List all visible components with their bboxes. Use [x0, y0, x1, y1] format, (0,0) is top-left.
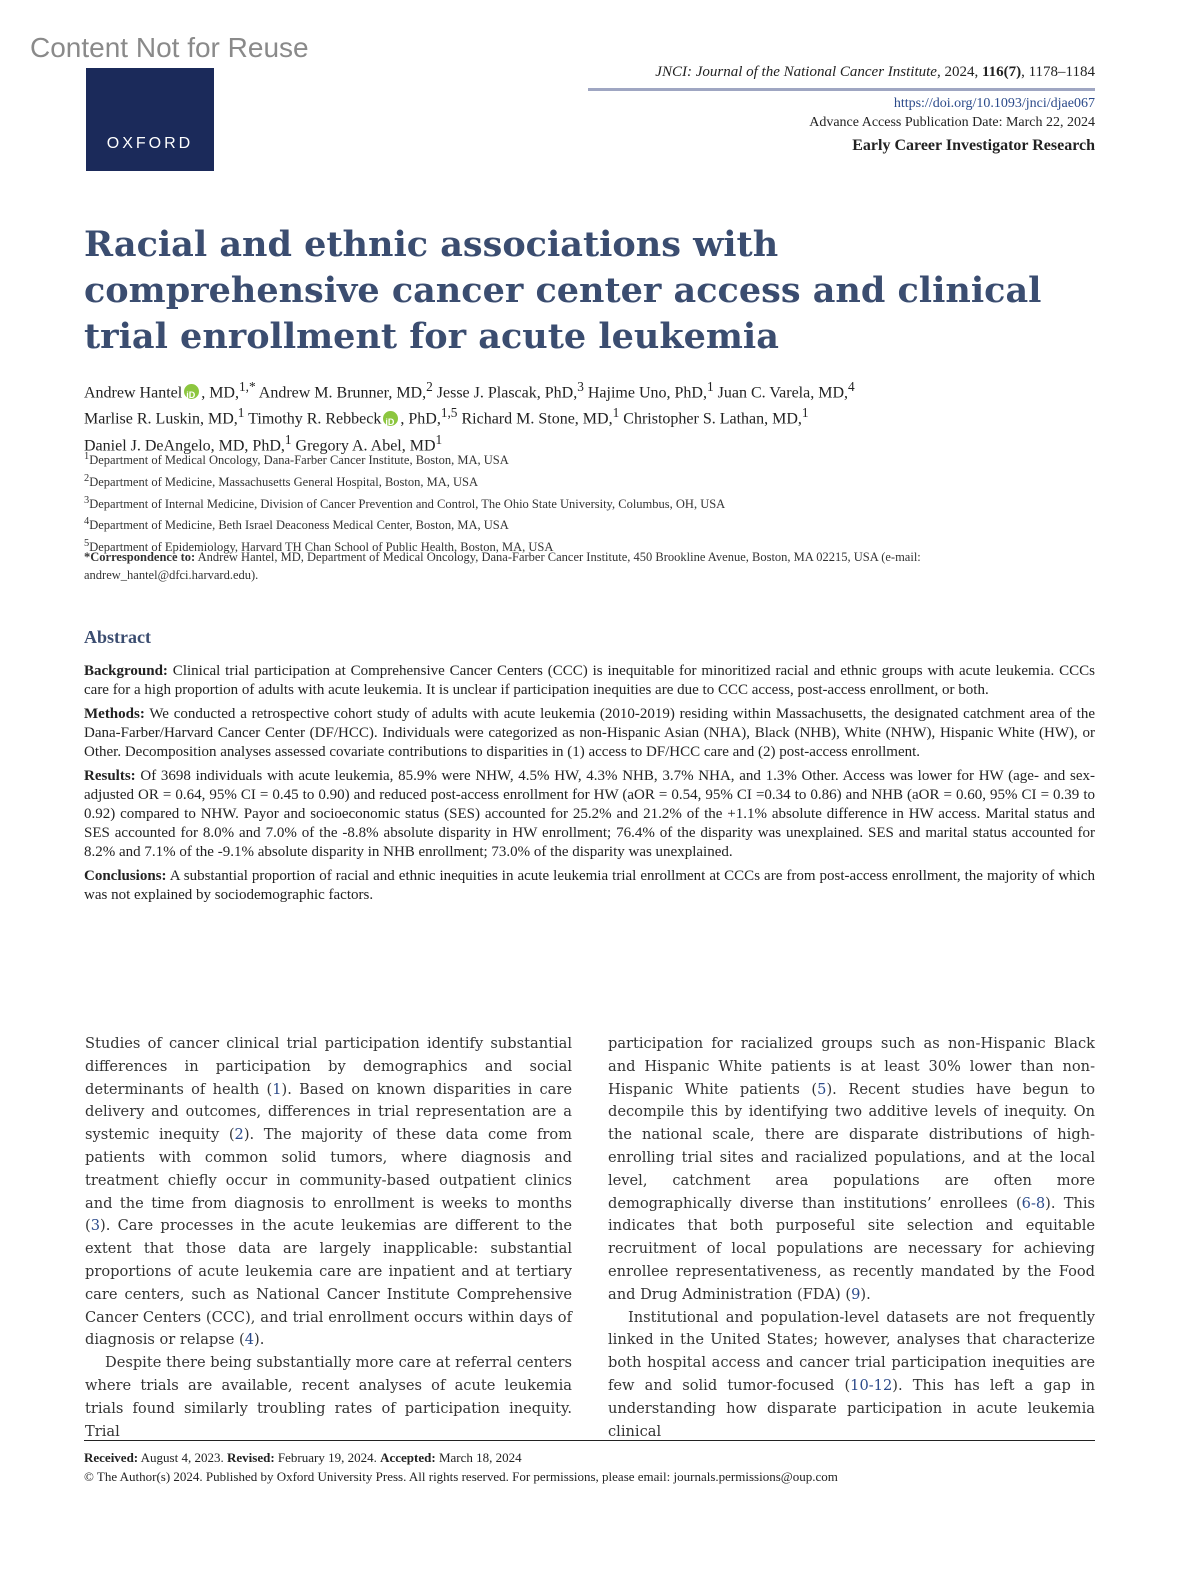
affiliation-item [84, 513, 1104, 535]
author-name: Andrew M. Brunner, MD, [255, 384, 427, 402]
journal-citation [655, 64, 1095, 81]
reference-link[interactable]: 6-8 [1021, 1194, 1046, 1212]
author-list [84, 377, 1104, 456]
reference-link[interactable]: 4 [244, 1331, 255, 1349]
reference-link[interactable]: 1 [272, 1080, 282, 1098]
section-text: A substantial proportion of racial and ethnic inequities in acute leukemia trial enrollment at CCCs are from post-access enrollment, the majority of which was not explained by sociodemographic factors. [84, 868, 1095, 903]
section-label: Methods: [84, 706, 145, 722]
abstract-methods [84, 705, 1095, 762]
author-name: Juan C. Varela, MD, [713, 384, 849, 402]
reference-link[interactable]: 5 [817, 1080, 827, 1098]
author-affil-sup: 1 [801, 405, 809, 421]
journal-pages: , 1178–1184 [1021, 64, 1095, 80]
author-affil-sup: 1,* [238, 379, 256, 394]
date-value: August 4, 2023. [138, 1450, 227, 1465]
author-affil-sup: 2 [426, 379, 433, 394]
author-affil-sup: 1 [612, 405, 620, 421]
section-label: Background: [84, 663, 168, 679]
affiliation-number: 5 [84, 538, 90, 549]
publisher-logo-text: OXFORD [106, 135, 194, 152]
affiliation-text: Department of Medical Oncology, Dana-Farber Cancer Institute, Boston, MA, USA [89, 453, 509, 468]
date-label: Accepted: [380, 1450, 436, 1465]
journal-name: JNCI: Journal of the National Cancer Institute [655, 64, 937, 80]
affiliation-number: 3 [84, 494, 90, 506]
reference-link[interactable]: 3 [90, 1217, 100, 1235]
reference-link[interactable]: 10-12 [850, 1376, 893, 1394]
body-text: ). This indicates that both purposeful site selection and equitable recruitment of local populations are necessary for achieving enrollee representativeness, as recently mandated by the Food and Drug Administration (FDA) ( [608, 1194, 1095, 1303]
author-name: Gregory A. Abel, MD [291, 436, 436, 454]
affiliation-item [84, 492, 1104, 514]
affiliation-text: Department of Internal Medicine, Division of Cancer Prevention and Control, The Ohio State University, Columbus, OH, USA [89, 496, 726, 511]
author-degree: , PhD, [400, 410, 441, 428]
body-text: Institutional and population-level datasets are not frequently linked in the United States; however, analyses that characterize both hospital access and cancer trial participation inequities are few and solid tumor-focused ( [608, 1308, 1095, 1394]
watermark-text: Content Not for Reuse [30, 32, 309, 63]
author-affil-sup: 1,5 [440, 405, 458, 421]
affiliation-text: Department of Epidemiology, Harvard TH Chan School of Public Health, Boston, MA, USA [89, 540, 554, 555]
body-text: ). Care processes in the acute leukemias are different to the extent that those data are largely inapplicable: substantial proportions of acute leukemia care are inpatient and at tertiary care centers, such as National Cancer Institute Comprehensive Cancer Centers (CCC), and trial enrollment occurs within days of diagnosis or relapse ( [85, 1217, 572, 1349]
article-dates [84, 1450, 522, 1466]
body-column-right [608, 1033, 1095, 1443]
correspondence [84, 548, 1094, 584]
body-text: ). [860, 1285, 871, 1303]
author-affil-sup: 1 [284, 431, 292, 447]
footer-rule [84, 1440, 1095, 1441]
affiliation-item [84, 470, 1104, 492]
orcid-icon[interactable] [184, 384, 199, 399]
affiliation-number: 1 [84, 451, 90, 462]
author-affil-sup: 1 [435, 431, 443, 447]
journal-year: , 2024, [936, 64, 982, 80]
journal-volume: 116(7) [981, 64, 1022, 80]
body-text: ). Recent studies have begun to decompile this by identifying two additive levels of inequity. On the national scale, there are disparate distributions of high-enrolling trial sites and racialized populations, and at the local level, catchment area populations are often more demographically diverse than institutions’ enrollees ( [608, 1080, 1095, 1212]
date-label: Revised: [226, 1450, 275, 1465]
author-affil-sup: 1 [706, 379, 714, 394]
body-text: participation for racialized groups such as non-Hispanic Black and Hispanic White patients is at least 30% lower than non-Hispanic White patients ( [608, 1035, 1095, 1098]
abstract-body [84, 662, 1095, 910]
body-paragraph: Despite there being substantially more care at referral centers where trials are available, recent analyses of acute leukemia trials found similarly troubling rates of participation inequity. Trial [85, 1354, 572, 1440]
copyright-notice: © The Author(s) 2024. Published by Oxford University Press. All rights reserved. For permissions, please email: journals.permissions@oup.com [84, 1469, 838, 1484]
publisher-logo [86, 68, 214, 171]
abstract-conclusions [84, 867, 1095, 905]
section-text: We conducted a retrospective cohort study of adults with acute leukemia (2010-2019) residing within Massachusetts, the designated catchment area of the Dana-Farber/Harvard Cancer Center (DF/HCC). Individuals were categorized as non-Hispanic Asian (NHA), Black (NHB), White (NHW), Hispanic White (HW), or Other. Decomposition analyses assessed covariate contributions to disparities in (1) access to DF/HCC care and (2) post-access enrollment. [84, 706, 1095, 760]
affiliation-text: Department of Medicine, Beth Israel Deaconess Medical Center, Boston, MA, USA [89, 518, 509, 533]
section-text: Of 3698 individuals with acute leukemia, 85.9% were NHW, 4.5% HW, 4.3% NHB, 3.7% NHA, and 1.3% Other. Access was lower for HW (age- and sex-adjusted OR = 0.64, 95% CI = 0.45 to 0.90) and reduced post-access enrollment for HW (aOR = 0.54, 95% CI =0.34 to 0.86) and NHB (aOR = 0.60, 95% CI = 0.39 to 0.92) compared to NHW. Payor and socioeconomic status (SES) accounted for 25.2% and 21.2% of the +1.1% absolute difference in HW access. Marital status and SES accounted for 8.0% and 7.0% of the -8.8% absolute disparity in HW enrollment; 76.4% of the disparity was unexplained. SES and marital status accounted for 8.2% and 7.1% of the -9.1% absolute disparity in NHB enrollment; 73.0% of the disparity was unexplained. [84, 768, 1095, 860]
author-name: Richard M. Stone, MD, [457, 410, 613, 428]
body-text: ). The majority of these data come from patients with common solid tumors, where diagnosis and treatment chiefly occur in community-based outpatient clinics and the time from diagnosis to enrollment is weeks to months ( [85, 1126, 572, 1235]
author-name: Hajime Uno, PhD, [583, 384, 707, 402]
body-column-left [85, 1033, 572, 1443]
section-label: Results: [84, 768, 136, 784]
body-paragraph [85, 1033, 572, 1352]
reference-link[interactable]: 9 [851, 1285, 861, 1303]
affiliation-list [84, 448, 1104, 557]
body-paragraph [608, 1033, 1095, 1307]
header-rule [588, 88, 1095, 91]
affiliation-text: Department of Medicine, Massachusetts General Hospital, Boston, MA, USA [89, 474, 479, 489]
author-affil-sup: 4 [848, 379, 855, 394]
author-affil-sup: 1 [237, 405, 245, 421]
author-name: Andrew Hantel [84, 384, 183, 402]
date-value: February 19, 2024. [274, 1450, 381, 1465]
correspondence-text: Andrew Hantel, MD, Department of Medical Oncology, Dana-Farber Cancer Institute, 450 Brookline Avenue, Boston, MA 02215, USA (e-mail: andrew_hantel@dfci.harvard.edu). [84, 550, 921, 582]
author-name: Marlise R. Luskin, MD, [84, 410, 238, 428]
affiliation-item [84, 448, 1104, 470]
author-affil-sup: 3 [577, 379, 584, 394]
abstract-background [84, 662, 1095, 700]
abstract-heading: Abstract [84, 627, 151, 647]
author-name: Timothy R. Rebbeck [244, 410, 382, 428]
section-text: Clinical trial participation at Comprehensive Cancer Centers (CCC) is inequitable for minoritized racial and ethnic groups with acute leukemia. CCCs care for a high proportion of adults with acute leukemia. It is unclear if participation inequities are due to CCC access, post-access enrollment, or both. [84, 663, 1095, 698]
affiliation-number: 4 [84, 516, 90, 528]
body-text: Studies of cancer clinical trial participation identify substantial differences in participation by demographics and social determinants of health ( [85, 1035, 572, 1098]
author-degree: , MD, [201, 384, 239, 402]
date-label: Received: [84, 1450, 139, 1465]
body-paragraph [608, 1307, 1095, 1444]
affiliation-number: 2 [84, 472, 90, 484]
article-category: Early Career Investigator Research [852, 137, 1095, 154]
reference-link[interactable]: 2 [234, 1126, 244, 1144]
article-title: Racial and ethnic associations with comprehensive cancer center access and clinical trial enrollment for acute leukemia [84, 224, 1042, 357]
author-name: Jesse J. Plascak, PhD, [432, 384, 578, 402]
date-value: March 18, 2024 [435, 1450, 522, 1465]
doi-link[interactable]: https://doi.org/10.1093/jnci/djae067 [893, 96, 1095, 111]
author-name: Daniel J. DeAngelo, MD, PhD, [84, 436, 285, 454]
orcid-icon[interactable] [383, 411, 398, 426]
correspondence-label: *Correspondence to: [84, 550, 196, 564]
abstract-results [84, 767, 1095, 862]
section-label: Conclusions: [84, 868, 167, 884]
author-name: Christopher S. Lathan, MD, [619, 410, 802, 428]
body-text: ). [254, 1331, 265, 1349]
body-text: ). This has left a gap in understanding how disparate participation in acute leukemia clinical [608, 1376, 1095, 1440]
advance-access-date: Advance Access Publication Date: March 22, 2024 [809, 115, 1095, 130]
body-text: ). Based on known disparities in care delivery and outcomes, differences in trial representation are a systemic inequity ( [85, 1080, 572, 1144]
